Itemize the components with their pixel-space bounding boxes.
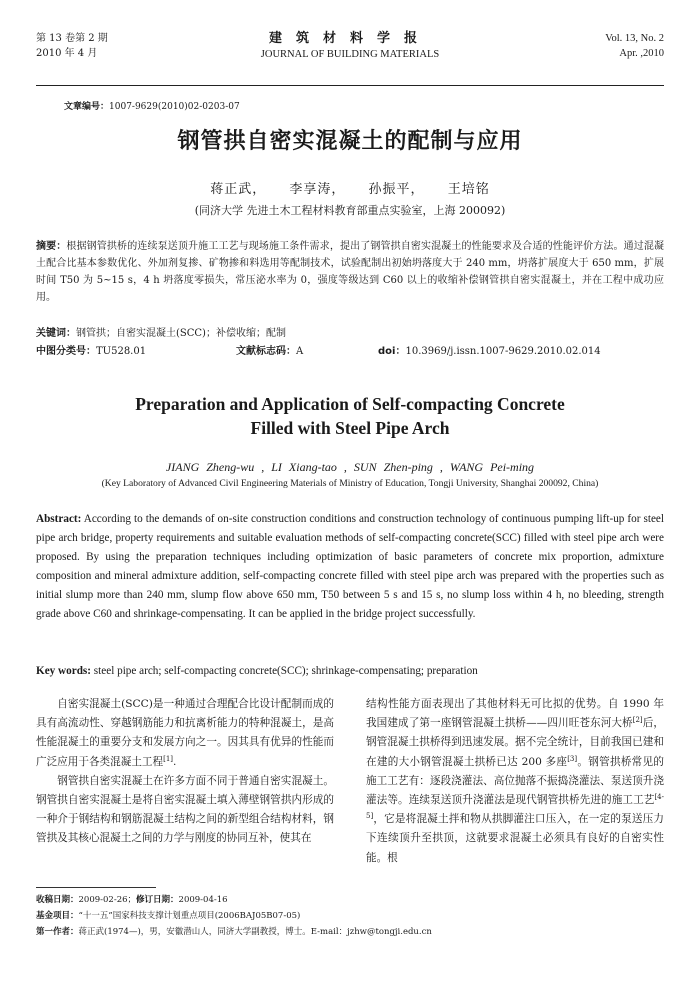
journal-name-en: JOURNAL OF BUILDING MATERIALS	[260, 49, 440, 60]
classification-line	[36, 343, 664, 360]
citation: [2]	[632, 716, 643, 725]
journal-name-cn: 建筑材料学报	[268, 31, 431, 46]
abstract-en	[36, 510, 664, 624]
clc-label: 中图分类号：	[36, 346, 96, 357]
doi	[378, 343, 601, 360]
header-center	[36, 31, 664, 62]
body-paragraph: 钢管拱自密实混凝土在许多方面不同于普通自密实混凝土。钢管拱自密实混凝土是将自密实混凝土填入薄壁钢管拱内形成的一种介于钢结构和钢筋混凝土结构之间的新型组合结构材料，钢管拱及其核心混凝土之间的力学与刚度的协同互补，使其在	[36, 774, 334, 845]
keywords-en-text: steel pipe arch; self-compacting concrete(SCC); shrinkage-compensating; preparation	[93, 665, 478, 677]
clc-value: TU528.01	[96, 346, 147, 357]
fund-label: 基金项目：	[36, 911, 79, 921]
abstract-cn-text: 根据钢管拱桥的连续泵送顶升施工工艺与现场施工条件需求，提出了钢管拱自密实混凝土的性能要求及合适的性能评价方法。通过混凝土配合比基本参数优化、外加剂复掺、矿物掺和料选用等配制技术，试验配制出初始坍落度大于 240 mm，坍落扩展度大于 650 mm，扩展时间 T50 为 5~15 s，4 h 坍落度零损失，常压泌水率为 0，强度等级达到 C60 以上的收缩补偿钢管拱自密实混凝土，并在工程中成功应用。	[36, 241, 665, 303]
keywords-cn-text: 钢管拱；自密实混凝土(SCC)；补偿收缩；配制	[76, 328, 286, 339]
revised-label: 修订日期：	[136, 895, 179, 905]
doi-value: 10.3969/j.issn.1007-9629.2010.02.014	[405, 346, 601, 357]
affiliation-en: (Key Laboratory of Advanced Civil Engineering Materials of Ministry of Education, Tongji University, Shanghai 200092, China)	[101, 478, 599, 489]
received-date: 2009-02-26；	[78, 895, 137, 905]
abstract-cn-label: 摘要：	[36, 241, 67, 252]
author-label: 第一作者：	[36, 927, 79, 937]
citation: [3]	[567, 754, 578, 763]
body-text: 结构性能方面表现出了其他材料无可比拟的优势。自 1990 年我国建成了第一座钢管混凝土拱桥——四川旺苍东河大桥	[366, 698, 664, 730]
article-number-label: 文章编号：	[64, 102, 110, 112]
running-header	[36, 31, 664, 83]
keywords-cn-label: 关键词：	[36, 328, 76, 339]
footnote-fund	[36, 909, 664, 923]
title-en	[0, 392, 700, 440]
body-text: .	[173, 755, 177, 768]
title-cn: 钢管拱自密实混凝土的配制与应用	[177, 129, 523, 154]
citation: [4-5]	[366, 793, 664, 821]
citation: [1]	[163, 754, 174, 763]
authors-cn: 蒋正武， 李享涛， 孙振平， 王培铭	[210, 182, 490, 197]
keywords-en	[36, 662, 664, 681]
authors-en: JIANG Zheng-wu , LI Xiang-tao , SUN Zhen-ping , WANG Pei-ming	[165, 460, 535, 474]
footnote-author	[36, 925, 664, 939]
date-en: Apr. ,2010	[619, 48, 664, 59]
title-en-line2: Filled with Steel Pipe Arch	[250, 418, 450, 438]
footnote-dates	[36, 893, 664, 907]
keywords-cn	[36, 325, 664, 342]
article-number	[64, 99, 240, 112]
header-rule	[36, 85, 664, 86]
footnote-rule	[36, 887, 156, 888]
document-code	[236, 343, 378, 360]
date-cn: 2010 年 4 月	[36, 48, 98, 59]
affiliation-cn: (同济大学 先进土木工程材料教育部重点实验室，上海 200092)	[194, 204, 506, 217]
body-paragraph	[366, 695, 664, 868]
clc-number	[36, 343, 236, 360]
abstract-cn	[36, 238, 664, 306]
body-paragraph	[36, 695, 334, 772]
received-label: 收稿日期：	[36, 895, 79, 905]
body-text: ，它是将混凝土拌和物从拱脚灌注口压入，在一定的泵送压力下连续顶升至拱顶，这就要求混凝土必须具有良好的自密实性能。根	[366, 813, 664, 864]
title-en-line1: Preparation and Application of Self-compacting Concrete	[135, 394, 565, 414]
body-text: 自密实混凝土(SCC)是一种通过合理配合比设计配制而成的具有高流动性、穿越钢筋能力和抗离析能力的特种混凝土，是高性能混凝土的重要分支和发展方向之一。因其具有优异的性能而广泛应用于各类混凝土工程	[36, 698, 334, 768]
doc-code-label: 文献标志码：	[236, 346, 296, 357]
abstract-en-text: According to the demands of on-site construction conditions and construction technology of continuous pumping lift-up for steel pipe arch bridge, property requirements and suitable evaluation methods of self-compacting concrete(SCC) filled with steel pipe arch were proposed. By using the preparation techniques including optimization of basic parameters of concrete mix proportion, admixture composition and mineral admixture addition, self-compacting concrete filled with steel pipe arch was prepared with the properties such as initial slump more than 240 mm, slump flow above 650 mm, T50 between 5 s and 15 s, no slump loss within 4 h, no bleeding, strength grade above C60 and shrinkage-compensating. It can be applied in the bridge project successfully.	[36, 513, 664, 620]
author-text: 蒋正武(1974—)，男，安徽潜山人，同济大学副教授，博士。E-mail：jzhw@tongji.edu.cn	[78, 927, 432, 937]
fund-text: “十一五”国家科技支撑计划重点项目(2006BAJ05B07-05)	[78, 911, 301, 921]
volume-cn: 第 13 卷第 2 期	[36, 33, 108, 44]
abstract-en-label: Abstract:	[36, 513, 82, 525]
volume-en: Vol. 13, No. 2	[605, 33, 664, 44]
keywords-en-label: Key words:	[36, 665, 91, 677]
body-text: 。钢管拱桥常见的施工工艺有：逐段浇灌法、高位抛落不振捣浇灌法、泵送顶升浇灌法等。连续泵送顶升浇灌法是现代钢管拱桥先进的施工工艺	[366, 755, 664, 807]
body-column-right	[366, 695, 664, 868]
doi-label: doi：	[378, 346, 406, 357]
doc-code-value: A	[296, 346, 304, 357]
revised-date: 2009-04-16	[178, 895, 228, 905]
body-text: 后，钢管混凝土拱桥得到迅速发展。据不完全统计，目前我国已建和在建的大小钢管混凝土拱桥已达 200 多座	[366, 717, 665, 768]
article-number-value: 1007-9629(2010)02-0203-07	[109, 102, 240, 112]
header-right	[605, 31, 664, 61]
body-column-left	[36, 695, 334, 849]
